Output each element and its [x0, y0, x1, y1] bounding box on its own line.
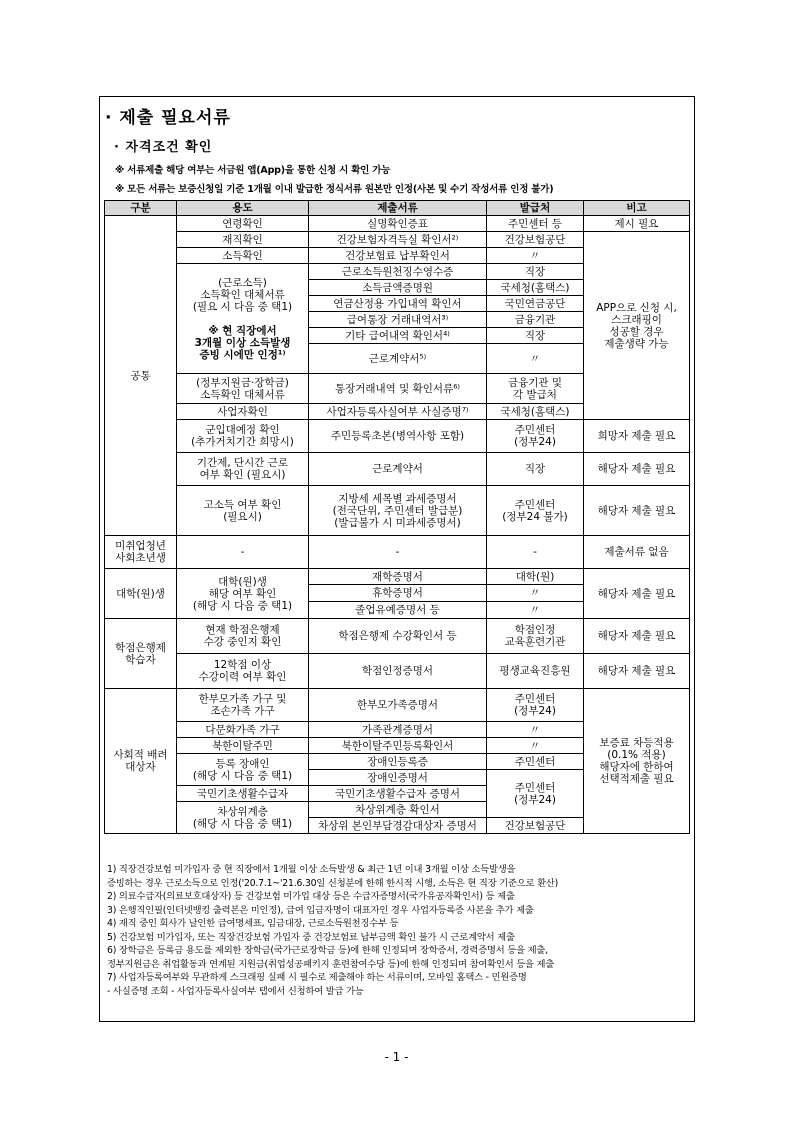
- table-cell: 건강보험공단: [487, 818, 584, 834]
- footnote: 1) 직장건강보험 미가입자 중 현 직장에서 1개월 이상 소득발생 & 최근 1년 이내 3개월 이상 소득발생을: [107, 864, 516, 875]
- footnote: 증빙하는 경우 근로소득으로 인정('20.7.1~'21.6.30일 신청분에 한해 한시적 시행, 소득은 현 직장 기준으로 환산): [107, 877, 559, 889]
- table-row: [105, 232, 690, 248]
- footnote: - 사실증명 조회 - 사업자등록사실여부 탭에서 신청하여 발급 가능: [107, 985, 364, 997]
- table-cell: 희망자 제출 필요: [584, 420, 690, 453]
- table-row: [105, 216, 690, 232]
- table-cell: -: [487, 536, 584, 569]
- table-row: [105, 689, 690, 722]
- table-cell: 등록 장애인 (해당 시 다음 중 택1): [177, 754, 309, 786]
- table-cell: 급여통장 거래내역서³⁾: [309, 312, 487, 328]
- table-cell: 대학(원): [487, 569, 584, 585]
- footnote: 6) 장학금은 등록금 용도를 제외한 장학금(국가근로장학금 등)에 한해 인정되며 장학증서, 경력증명서 등을 제출,: [107, 945, 548, 956]
- table-cell: 주민센터 (정부24): [487, 420, 584, 453]
- table-cell: 〃: [487, 344, 584, 374]
- table-cell: 기간제, 단시간 근로 여부 확인 (필요시): [177, 453, 309, 486]
- table-cell: 직장: [487, 328, 584, 344]
- table-cell: -: [309, 536, 487, 569]
- table-cell: 학점인정 교육훈련기관: [487, 619, 584, 654]
- table-cell: 〃: [487, 585, 584, 602]
- table-cell: 장애인증명서: [309, 770, 487, 786]
- table-cell: 가족관계증명서: [309, 722, 487, 738]
- group-cell: 학점은행제 학습자: [105, 619, 177, 689]
- table-cell: 〃: [487, 722, 584, 738]
- table-cell: 해당자 제출 필요: [584, 453, 690, 486]
- table-cell: 해당자 제출 필요: [584, 654, 690, 689]
- table-cell: 소득확인: [177, 248, 309, 264]
- header-cell: 용도: [177, 201, 309, 216]
- table-cell: 차상위계층 (해당 시 다음 중 택1): [177, 802, 309, 834]
- table-cell: 근로계약서⁵⁾: [309, 344, 487, 374]
- table-cell: 제시 필요: [584, 216, 690, 232]
- table-cell: 〃: [487, 602, 584, 619]
- note-line: ※ 모든 서류는 보증신청일 기준 1개월 이내 발급한 정식서류 원본만 인정(사본 및 수기 작성서류 인정 불가): [115, 184, 554, 195]
- table-cell: 소득금액증명원: [309, 280, 487, 296]
- table-cell: 금융기관 및 각 발급처: [487, 374, 584, 404]
- page-title: · 제출 필요서류: [105, 108, 231, 128]
- table-cell: 학점인정증명서: [309, 654, 487, 689]
- table-cell: 국세청(홈택스): [487, 404, 584, 420]
- table-cell: 건강보험공단: [487, 232, 584, 248]
- table-cell: 기타 급여내역 확인서⁴⁾: [309, 328, 487, 344]
- table-cell: 주민센터: [487, 754, 584, 770]
- table-cell: 한부모가족 가구 및 조손가족 가구: [177, 689, 309, 722]
- table-cell: 〃: [487, 738, 584, 754]
- table-cell: 주민센터 (정부24): [487, 689, 584, 722]
- table-cell: 국민연금공단: [487, 296, 584, 312]
- table-cell: 연금산정용 가입내역 확인서: [309, 296, 487, 312]
- table-cell: 해당자 제출 필요: [584, 569, 690, 619]
- header-cell: 비고: [584, 201, 690, 216]
- table-cell: 국세청(홈택스): [487, 280, 584, 296]
- footnote: 7) 사업자등록여부와 무관하게 스크래핑 실패 시 필수로 제출해야 하는 서류이며, 모바일 홈택스 - 민원증명: [107, 972, 527, 983]
- table-cell: 주민센터 (정부24 불가): [487, 486, 584, 536]
- table-cell: (근로소득) 소득확인 대체서류 (필요 시 다음 중 택1) ※ 현 직장에서 3개월 이상 소득발생 증빙 시에만 인정¹⁾: [177, 264, 309, 374]
- table-cell: 장애인등록증: [309, 754, 487, 770]
- footnotes: [107, 863, 692, 998]
- header-cell: 제출서류: [309, 201, 487, 216]
- group-cell: 공통: [105, 216, 177, 536]
- header-cell: 구분: [105, 201, 177, 216]
- table-cell: 국민기초생활수급자 증명서: [309, 786, 487, 802]
- table-cell: 근로소득원천징수영수증: [309, 264, 487, 280]
- table-cell: 직장: [487, 264, 584, 280]
- footnote: 2) 의료수급자(의료보호대상자) 등 건강보험 미가입 대상 등은 수급자증명서(국가유공자확인서) 등 제출: [107, 891, 515, 902]
- table-cell: 군입대예정 확인 (추가거치기간 희망시): [177, 420, 309, 453]
- table-row: [105, 420, 690, 453]
- table-cell: 재직확인: [177, 232, 309, 248]
- table-cell: 실명확인증표: [309, 216, 487, 232]
- table-cell: 건강보험자격득실 확인서²⁾: [309, 232, 487, 248]
- table-cell: 주민센터 (정부24): [487, 770, 584, 818]
- table-cell: 건강보험료 납부확인서: [309, 248, 487, 264]
- footnote: 3) 은행직인필(인터넷뱅킹 출력본은 미인정), 급여 입금자명이 대표자인 경우 사업자등록증 사본을 추가 제출: [107, 904, 534, 916]
- table-cell: 휴학증명서: [309, 585, 487, 602]
- documents-table: [104, 200, 690, 834]
- note-line: ※ 서류제출 해당 여부는 서금원 앱(App)을 통한 신청 시 확인 가능: [115, 165, 391, 176]
- table-cell: 재학증명서: [309, 569, 487, 585]
- table-header-row: [105, 201, 690, 216]
- table-cell: 금융기관: [487, 312, 584, 328]
- table-cell: 근로계약서: [309, 453, 487, 486]
- table-cell: 주민등록초본(병역사항 포함): [309, 420, 487, 453]
- table-cell: 〃: [487, 248, 584, 264]
- table-row: [105, 619, 690, 654]
- header-cell: 발급처: [487, 201, 584, 216]
- page-number: - 1 -: [384, 1050, 409, 1064]
- table-cell: 직장: [487, 453, 584, 486]
- table-cell: -: [177, 536, 309, 569]
- table-cell: 통장거래내역 및 확인서류⁶⁾: [309, 374, 487, 404]
- table-cell: 졸업유예증명서 등: [309, 602, 487, 619]
- group-cell: 대학(원)생: [105, 569, 177, 619]
- footnote: 5) 건강보험 미가입자, 또는 직장건강보험 가입자 중 건강보험료 납부금액 확인 불가 시 근로계약서 제출: [107, 931, 515, 943]
- table-cell: 북한이탈주민: [177, 738, 309, 754]
- table-cell: 다문화가족 가구: [177, 722, 309, 738]
- table-cell: 해당자 제출 필요: [584, 486, 690, 536]
- table-cell: 차상위계층 확인서: [309, 802, 487, 818]
- table-cell: 고소득 여부 확인 (필요시): [177, 486, 309, 536]
- table-cell: 해당자 제출 필요: [584, 619, 690, 654]
- table-row: [105, 569, 690, 585]
- table-row: [105, 536, 690, 569]
- table-cell: 12학점 이상 수강이력 여부 확인: [177, 654, 309, 689]
- table-cell: 한부모가족증명서: [309, 689, 487, 722]
- table-row: [105, 654, 690, 689]
- group-cell: 미취업청년 사회초년생: [105, 536, 177, 569]
- section-title: · 자격조건 확인: [114, 140, 213, 155]
- table-cell: 주민센터 등: [487, 216, 584, 232]
- group-cell: 사회적 배려 대상자: [105, 689, 177, 834]
- table-cell: 평생교육진흥원: [487, 654, 584, 689]
- note-cell: 보증료 차등적용 (0.1% 적용) 해당자에 한하여 선택적제출 필요: [584, 689, 690, 834]
- footnote: 정부지원금은 취업활동과 연계된 지원금(취업성공패키지 훈련참여수당 등)에 한해 인정되며 참여확인서 등을 제출: [107, 958, 555, 970]
- table-cell: 현재 학점은행제 수강 중인지 확인: [177, 619, 309, 654]
- note-cell: APP으로 신청 시, 스크래핑이 성공할 경우 제출생략 가능: [584, 232, 690, 420]
- table-cell: 학점은행제 수강확인서 등: [309, 619, 487, 654]
- table-cell: 제출서류 없음: [584, 536, 690, 569]
- table-cell: 북한이탈주민등록확인서: [309, 738, 487, 754]
- table-row: [105, 453, 690, 486]
- table-cell: 국민기초생활수급자: [177, 786, 309, 802]
- table-cell: 차상위 본인부담경감대상자 증명서: [309, 818, 487, 834]
- table-cell: 대학(원)생 해당 여부 확인 (해당 시 다음 중 택1): [177, 569, 309, 619]
- table-cell: 지방세 세목별 과세증명서 (전국단위, 주민센터 발급분) (발급불가 시 미과세증명서): [309, 486, 487, 536]
- table-row: [105, 486, 690, 536]
- table-cell: 연령확인: [177, 216, 309, 232]
- table-cell: 사업자등록사실여부 사실증명⁷⁾: [309, 404, 487, 420]
- table-cell: 사업자확인: [177, 404, 309, 420]
- footnote: 4) 재직 중인 회사가 날인한 급여명세표, 임금대장, 근로소득원천징수부 등: [107, 918, 399, 929]
- table-cell: (정부지원금·장학금) 소득확인 대체서류: [177, 374, 309, 404]
